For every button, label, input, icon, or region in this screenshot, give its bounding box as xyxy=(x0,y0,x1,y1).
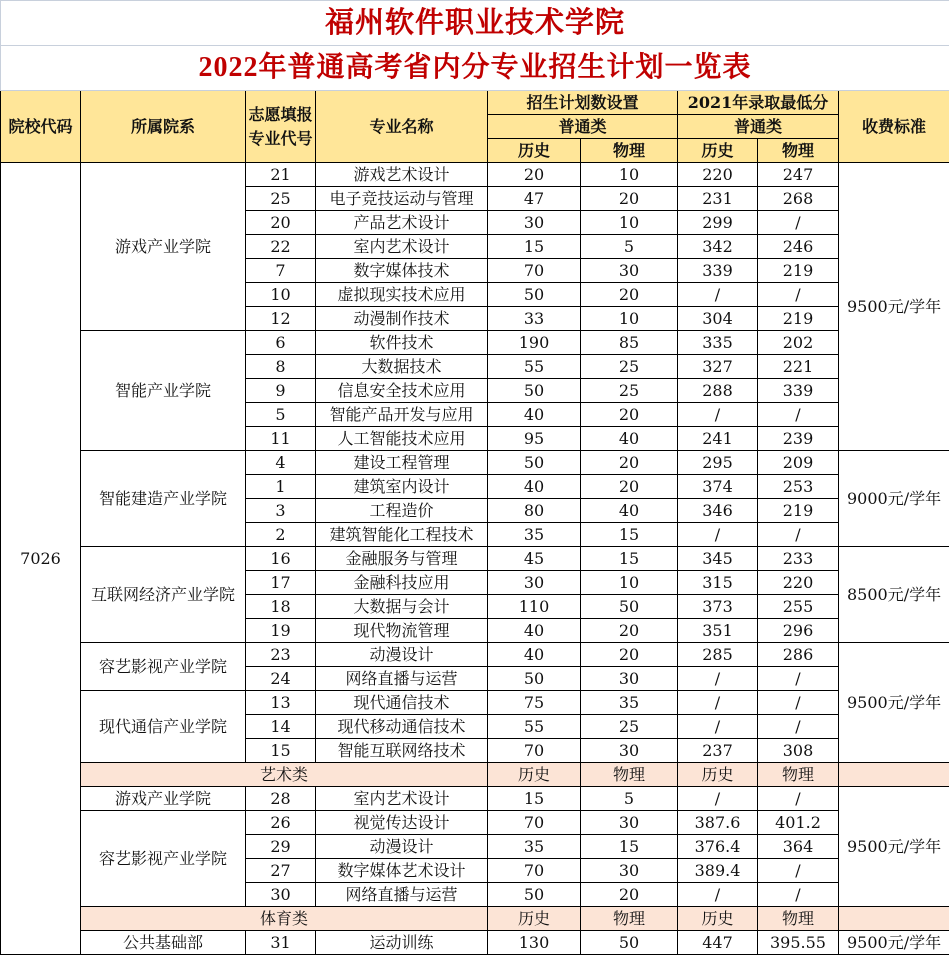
plan-physics: 5 xyxy=(581,787,678,811)
header-score-history: 历史 xyxy=(678,139,758,163)
score-history: 285 xyxy=(678,643,758,667)
plan-physics: 30 xyxy=(581,667,678,691)
table-title: 2022年普通高考省内分专业招生计划一览表 xyxy=(1,46,949,91)
plan-history: 95 xyxy=(488,427,581,451)
plan-physics: 25 xyxy=(581,715,678,739)
plan-physics: 20 xyxy=(581,403,678,427)
major-name: 运动训练 xyxy=(316,931,488,955)
major-code: 7 xyxy=(246,259,316,283)
plan-physics: 10 xyxy=(581,571,678,595)
plan-physics: 20 xyxy=(581,619,678,643)
school-title: 福州软件职业技术学院 xyxy=(1,1,949,46)
score-history: 335 xyxy=(678,331,758,355)
major-name: 网络直播与运营 xyxy=(316,667,488,691)
score-physics: / xyxy=(758,667,839,691)
score-physics: / xyxy=(758,787,839,811)
plan-history: 15 xyxy=(488,235,581,259)
plan-history: 15 xyxy=(488,787,581,811)
score-physics: 308 xyxy=(758,739,839,763)
fee-standard: 9000元/学年 xyxy=(839,451,949,547)
score-physics: 209 xyxy=(758,451,839,475)
plan-history: 70 xyxy=(488,739,581,763)
score-history: 315 xyxy=(678,571,758,595)
plan-history: 50 xyxy=(488,667,581,691)
plan-history: 55 xyxy=(488,715,581,739)
plan-history: 40 xyxy=(488,403,581,427)
score-physics: / xyxy=(758,403,839,427)
fee-standard: 9500元/学年 xyxy=(839,643,949,763)
major-name: 游戏艺术设计 xyxy=(316,163,488,187)
major-name: 现代通信技术 xyxy=(316,691,488,715)
header-dept: 所属院系 xyxy=(81,91,246,163)
plan-physics: 85 xyxy=(581,331,678,355)
plan-history: 50 xyxy=(488,283,581,307)
plan-physics: 20 xyxy=(581,283,678,307)
plan-history: 40 xyxy=(488,475,581,499)
score-history: 342 xyxy=(678,235,758,259)
major-name: 动漫制作技术 xyxy=(316,307,488,331)
table-row xyxy=(1,643,949,667)
category-col-label: 物理 xyxy=(758,763,839,787)
score-history: 237 xyxy=(678,739,758,763)
plan-history: 47 xyxy=(488,187,581,211)
plan-history: 130 xyxy=(488,931,581,955)
score-history: 304 xyxy=(678,307,758,331)
header-plan-physics: 物理 xyxy=(581,139,678,163)
score-physics: 268 xyxy=(758,187,839,211)
score-physics: 296 xyxy=(758,619,839,643)
plan-physics: 20 xyxy=(581,883,678,907)
major-name: 动漫设计 xyxy=(316,835,488,859)
plan-physics: 50 xyxy=(581,595,678,619)
score-physics: 364 xyxy=(758,835,839,859)
score-physics: / xyxy=(758,859,839,883)
major-name: 金融服务与管理 xyxy=(316,547,488,571)
category-col-label: 历史 xyxy=(488,763,581,787)
major-name: 虚拟现实技术应用 xyxy=(316,283,488,307)
major-code: 17 xyxy=(246,571,316,595)
plan-physics: 30 xyxy=(581,739,678,763)
major-name: 网络直播与运营 xyxy=(316,883,488,907)
plan-physics: 40 xyxy=(581,427,678,451)
plan-history: 45 xyxy=(488,547,581,571)
major-code: 4 xyxy=(246,451,316,475)
major-code: 22 xyxy=(246,235,316,259)
score-history: / xyxy=(678,523,758,547)
major-name: 现代移动通信技术 xyxy=(316,715,488,739)
plan-history: 30 xyxy=(488,211,581,235)
major-code: 19 xyxy=(246,619,316,643)
score-history: 374 xyxy=(678,475,758,499)
score-physics: / xyxy=(758,691,839,715)
score-physics: 255 xyxy=(758,595,839,619)
header-plan-normal: 普通类 xyxy=(488,115,678,139)
major-code: 11 xyxy=(246,427,316,451)
major-code: 12 xyxy=(246,307,316,331)
school-code: 7026 xyxy=(1,163,81,955)
major-code: 18 xyxy=(246,595,316,619)
major-code: 14 xyxy=(246,715,316,739)
score-history: 339 xyxy=(678,259,758,283)
major-name: 智能互联网络技术 xyxy=(316,739,488,763)
category-col-label: 历史 xyxy=(678,907,758,931)
major-name: 数字媒体艺术设计 xyxy=(316,859,488,883)
plan-physics: 10 xyxy=(581,163,678,187)
score-history: 346 xyxy=(678,499,758,523)
score-physics: 219 xyxy=(758,307,839,331)
plan-history: 40 xyxy=(488,619,581,643)
score-physics: 221 xyxy=(758,355,839,379)
major-name: 电子竞技运动与管理 xyxy=(316,187,488,211)
score-physics: 246 xyxy=(758,235,839,259)
major-name: 智能产品开发与应用 xyxy=(316,403,488,427)
plan-physics: 40 xyxy=(581,499,678,523)
header-score-physics: 物理 xyxy=(758,139,839,163)
score-physics: 239 xyxy=(758,427,839,451)
score-history: 295 xyxy=(678,451,758,475)
category-col-label: 物理 xyxy=(758,907,839,931)
major-name: 室内艺术设计 xyxy=(316,235,488,259)
major-code: 2 xyxy=(246,523,316,547)
score-history: / xyxy=(678,691,758,715)
table-row xyxy=(1,931,949,955)
major-code: 29 xyxy=(246,835,316,859)
score-history: 447 xyxy=(678,931,758,955)
major-name: 工程造价 xyxy=(316,499,488,523)
plan-physics: 30 xyxy=(581,859,678,883)
plan-history: 33 xyxy=(488,307,581,331)
score-history: 241 xyxy=(678,427,758,451)
category-fee-empty xyxy=(839,907,949,931)
plan-history: 80 xyxy=(488,499,581,523)
plan-history: 190 xyxy=(488,331,581,355)
header-major-code xyxy=(246,91,316,163)
score-history: / xyxy=(678,715,758,739)
plan-physics: 50 xyxy=(581,931,678,955)
dept-name: 智能建造产业学院 xyxy=(81,451,246,547)
category-label: 艺术类 xyxy=(81,763,488,787)
fee-standard: 9500元/学年 xyxy=(839,931,949,955)
plan-physics: 30 xyxy=(581,259,678,283)
score-physics: 401.2 xyxy=(758,811,839,835)
plan-history: 20 xyxy=(488,163,581,187)
score-history: 387.6 xyxy=(678,811,758,835)
major-code: 24 xyxy=(246,667,316,691)
score-history: / xyxy=(678,883,758,907)
major-name: 人工智能技术应用 xyxy=(316,427,488,451)
table-row xyxy=(1,691,949,715)
category-label: 体育类 xyxy=(81,907,488,931)
plan-history: 40 xyxy=(488,643,581,667)
plan-physics: 5 xyxy=(581,235,678,259)
table-row xyxy=(1,451,949,475)
major-name: 视觉传达设计 xyxy=(316,811,488,835)
plan-physics: 20 xyxy=(581,451,678,475)
major-name: 建设工程管理 xyxy=(316,451,488,475)
plan-physics: 35 xyxy=(581,691,678,715)
major-name: 产品艺术设计 xyxy=(316,211,488,235)
plan-history: 70 xyxy=(488,811,581,835)
major-code: 28 xyxy=(246,787,316,811)
dept-name: 容艺影视产业学院 xyxy=(81,643,246,691)
major-name: 数字媒体技术 xyxy=(316,259,488,283)
plan-physics: 15 xyxy=(581,547,678,571)
score-history: 351 xyxy=(678,619,758,643)
header-major-code-text: 志愿填报专业代号 xyxy=(248,104,313,148)
score-history: 220 xyxy=(678,163,758,187)
major-code: 25 xyxy=(246,187,316,211)
major-code: 27 xyxy=(246,859,316,883)
category-fee-empty xyxy=(839,763,949,787)
table-row xyxy=(1,811,949,835)
major-code: 1 xyxy=(246,475,316,499)
major-code: 6 xyxy=(246,331,316,355)
major-name: 信息安全技术应用 xyxy=(316,379,488,403)
major-code: 5 xyxy=(246,403,316,427)
major-code: 13 xyxy=(246,691,316,715)
score-physics: 395.55 xyxy=(758,931,839,955)
major-name: 建筑智能化工程技术 xyxy=(316,523,488,547)
header-plan-history: 历史 xyxy=(488,139,581,163)
category-row xyxy=(1,763,949,787)
score-history: 389.4 xyxy=(678,859,758,883)
header-plan: 招生计划数设置 xyxy=(488,91,678,115)
header-score: 2021年录取最低分 xyxy=(678,91,839,115)
score-physics: / xyxy=(758,883,839,907)
dept-name: 智能产业学院 xyxy=(81,331,246,451)
table-row xyxy=(1,163,949,187)
score-physics: / xyxy=(758,283,839,307)
score-physics: 286 xyxy=(758,643,839,667)
plan-history: 50 xyxy=(488,379,581,403)
plan-physics: 20 xyxy=(581,187,678,211)
major-code: 8 xyxy=(246,355,316,379)
score-history: 327 xyxy=(678,355,758,379)
score-physics: / xyxy=(758,211,839,235)
major-code: 3 xyxy=(246,499,316,523)
category-col-label: 历史 xyxy=(488,907,581,931)
category-col-label: 物理 xyxy=(581,907,678,931)
header-school-code: 院校代码 xyxy=(1,91,81,163)
plan-physics: 25 xyxy=(581,355,678,379)
plan-history: 110 xyxy=(488,595,581,619)
plan-physics: 10 xyxy=(581,307,678,331)
fee-standard: 9500元/学年 xyxy=(839,163,949,451)
plan-history: 70 xyxy=(488,859,581,883)
dept-name: 公共基础部 xyxy=(81,931,246,955)
score-history: / xyxy=(678,403,758,427)
major-name: 室内艺术设计 xyxy=(316,787,488,811)
plan-history: 35 xyxy=(488,835,581,859)
plan-physics: 25 xyxy=(581,379,678,403)
score-physics: 219 xyxy=(758,259,839,283)
score-physics: 247 xyxy=(758,163,839,187)
score-history: 231 xyxy=(678,187,758,211)
major-code: 15 xyxy=(246,739,316,763)
score-physics: 219 xyxy=(758,499,839,523)
plan-physics: 10 xyxy=(581,211,678,235)
header-fee: 收费标准 xyxy=(839,91,949,163)
table-row xyxy=(1,331,949,355)
major-name: 建筑室内设计 xyxy=(316,475,488,499)
major-code: 26 xyxy=(246,811,316,835)
table-row xyxy=(1,547,949,571)
category-col-label: 物理 xyxy=(581,763,678,787)
score-history: / xyxy=(678,667,758,691)
major-code: 23 xyxy=(246,643,316,667)
dept-name: 现代通信产业学院 xyxy=(81,691,246,763)
major-code: 9 xyxy=(246,379,316,403)
score-history: 288 xyxy=(678,379,758,403)
dept-name: 游戏产业学院 xyxy=(81,163,246,331)
major-name: 软件技术 xyxy=(316,331,488,355)
table-row xyxy=(1,787,949,811)
dept-name: 容艺影视产业学院 xyxy=(81,811,246,907)
score-physics: 253 xyxy=(758,475,839,499)
major-code: 21 xyxy=(246,163,316,187)
major-code: 20 xyxy=(246,211,316,235)
score-physics: / xyxy=(758,523,839,547)
plan-history: 70 xyxy=(488,259,581,283)
score-history: 376.4 xyxy=(678,835,758,859)
score-history: 345 xyxy=(678,547,758,571)
plan-history: 55 xyxy=(488,355,581,379)
score-physics: 339 xyxy=(758,379,839,403)
plan-history: 75 xyxy=(488,691,581,715)
score-physics: 202 xyxy=(758,331,839,355)
header-major-name: 专业名称 xyxy=(316,91,488,163)
plan-history: 50 xyxy=(488,451,581,475)
score-history: / xyxy=(678,283,758,307)
plan-physics: 20 xyxy=(581,643,678,667)
score-history: / xyxy=(678,787,758,811)
dept-name: 游戏产业学院 xyxy=(81,787,246,811)
major-name: 大数据与会计 xyxy=(316,595,488,619)
plan-physics: 15 xyxy=(581,523,678,547)
plan-history: 30 xyxy=(488,571,581,595)
header-score-normal: 普通类 xyxy=(678,115,839,139)
major-name: 大数据技术 xyxy=(316,355,488,379)
category-col-label: 历史 xyxy=(678,763,758,787)
category-row xyxy=(1,907,949,931)
plan-physics: 30 xyxy=(581,811,678,835)
fee-standard: 8500元/学年 xyxy=(839,547,949,643)
major-code: 16 xyxy=(246,547,316,571)
score-physics: 220 xyxy=(758,571,839,595)
score-physics: 233 xyxy=(758,547,839,571)
major-code: 30 xyxy=(246,883,316,907)
major-code: 10 xyxy=(246,283,316,307)
major-name: 现代物流管理 xyxy=(316,619,488,643)
plan-physics: 20 xyxy=(581,475,678,499)
fee-standard: 9500元/学年 xyxy=(839,787,949,907)
major-code: 31 xyxy=(246,931,316,955)
score-history: 373 xyxy=(678,595,758,619)
plan-physics: 15 xyxy=(581,835,678,859)
score-physics: / xyxy=(758,715,839,739)
major-name: 动漫设计 xyxy=(316,643,488,667)
score-history: 299 xyxy=(678,211,758,235)
plan-history: 35 xyxy=(488,523,581,547)
plan-history: 50 xyxy=(488,883,581,907)
major-name: 金融科技应用 xyxy=(316,571,488,595)
dept-name: 互联网经济产业学院 xyxy=(81,547,246,643)
